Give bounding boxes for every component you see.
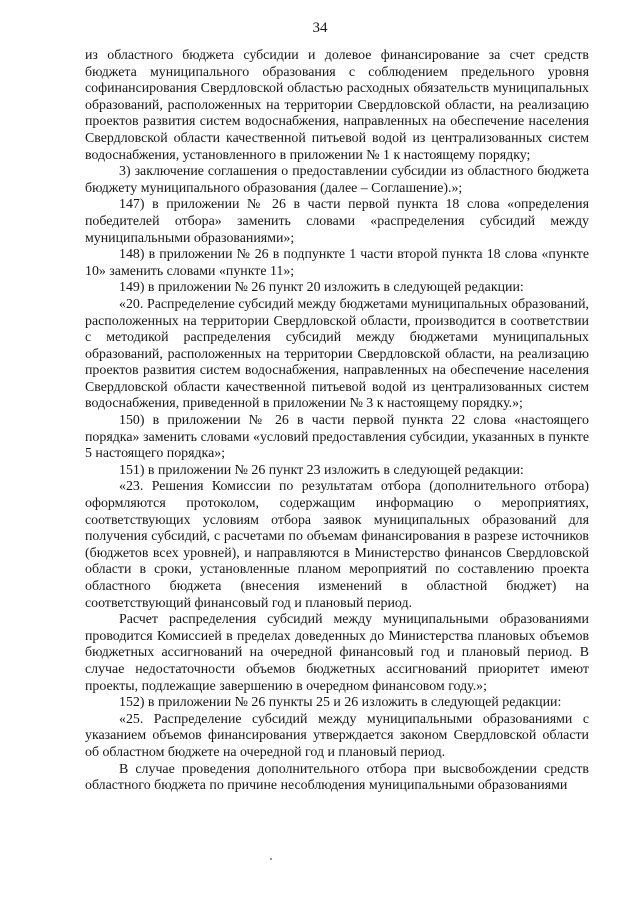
paragraph: «23. Решения Комиссии по результатам отбора (дополнительного отбора) оформляются протоколом, содержащим информацию о мероприятиях, соответствующих условиям отбора заявок муниципальных образований для получения субсидий, с расчетами по объемам финансирования в разрезе источников (бюджетов всех уровней), и направляются в Министерство финансов Свердловской области в сроки, установленные планом мероприятий по составлению проекта областного бюджета (внесения изменений в областной бюджет) на соответствующий финансовый год и плановый период.	[85, 479, 589, 611]
paragraph: 3) заключение соглашения о предоставлении субсидии из областного бюджета бюджету муниципального образования (далее – Соглашение).»;	[85, 164, 589, 196]
paragraph: В случае проведения дополнительного отбора при высвобождении средств областного бюджета по причине несоблюдения муниципальными образованиями	[85, 761, 589, 794]
paragraph: 147) в приложении № 26 в части первой пункта 18 слова «определения победителей отбора» заменить словами «распределения субсидий между муниципальными образованиями»;	[85, 197, 589, 246]
paragraph: Расчет распределения субсидий между муниципальными образованиями проводится Комиссией в пределах доведенных до Министерства плановых объемов бюджетных ассигнований на очередной финансовый год и плановый период. В случае недостаточности объемов бюджетных ассигнований приоритет имеют проекты, подлежащие завершению в очередном финансовом году.»;	[85, 612, 589, 694]
paragraph: «25. Распределение субсидий между муниципальными образованиями с указанием объемов финансирования утверждается законом Свердловской области об областном бюджете на очередной год и плановый период.	[85, 711, 589, 760]
scan-speck	[270, 858, 272, 860]
paragraph: 150) в приложении № 26 в части первой пункта 22 слова «настоящего порядка» заменить словами «условий предоставления субсидии, указанных в пункте 5 настоящего порядка»;	[85, 413, 589, 462]
paragraph: 149) в приложении № 26 пункт 20 изложить в следующей редакции:	[119, 280, 524, 296]
paragraph: из областного бюджета субсидии и долевое финансирование за счет средств бюджета муниципального образования с соблюдением предельного уровня софинансирования Свердловской областью расходных обязательств муниципальных образований, расположенных на территории Свердловской области, на реализацию проектов развития систем водоснабжения, направленных на обеспечение населения Свердловской области качественной питьевой водой из централизованных систем водоснабжения, установленного в приложении № 1 к настоящему порядку;	[85, 48, 589, 163]
page-number: 34	[312, 20, 328, 36]
paragraph: 151) в приложении № 26 пункт 23 изложить в следующей редакции:	[119, 462, 524, 478]
document-body	[85, 48, 589, 795]
paragraph: «20. Распределение субсидий между бюджетами муниципальных образований, расположенных на территории Свердловской области, производится в соответствии с методикой распределения субсидий между бюджетами муниципальных образований, расположенных на территории Свердловской области, на реализацию проектов развития систем водоснабжения, направленных на обеспечение населения Свердловской области качественной питьевой водой из централизованных систем водоснабжения, приведенной в приложении № 3 к настоящему порядку.»;	[85, 296, 589, 412]
paragraph: 152) в приложении № 26 пункты 25 и 26 изложить в следующей редакции:	[119, 695, 562, 711]
paragraph: 148) в приложении № 26 в подпункте 1 части второй пункта 18 слова «пункте 10» заменить словами «пункте 11»;	[85, 247, 589, 279]
